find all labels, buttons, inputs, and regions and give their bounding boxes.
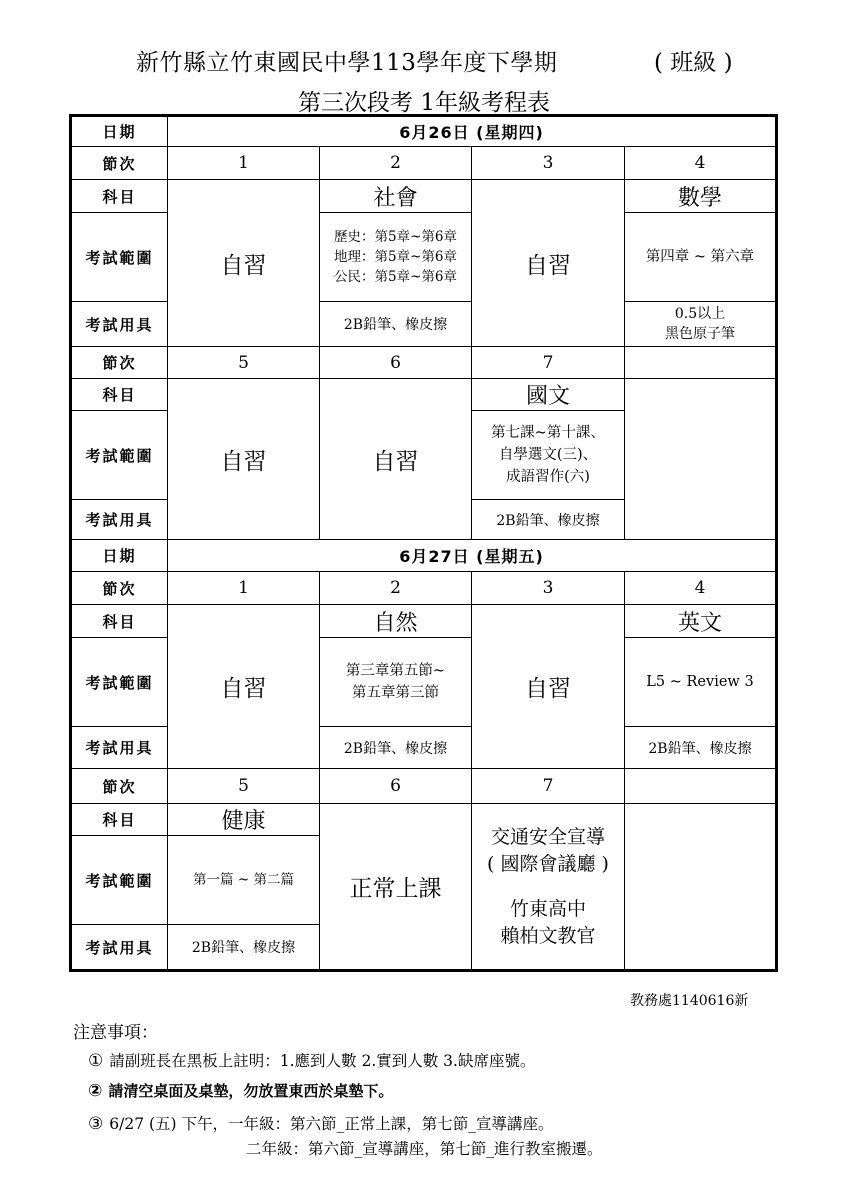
empty-cell [625,804,777,971]
tools-line: 黑色原子筆 [665,326,735,342]
range-cell: L5 ~ Review 3 [625,638,777,727]
table-row [71,180,777,213]
subject-label: 科目 [71,379,168,411]
period-number: 7 [472,769,625,804]
note-3 [88,1112,554,1134]
period-number: 1 [168,572,320,605]
empty-cell [625,769,777,804]
period-label: 節次 [71,347,168,379]
range-label: 考試範圍 [71,213,168,302]
table-row [71,769,777,804]
subject-cell: 社會 [320,180,472,213]
talk-line: 交通安全宣導 [490,825,605,848]
period-number: 6 [320,347,472,379]
table-row [71,804,777,836]
period-number: 5 [168,347,320,379]
period-number: 3 [472,147,625,180]
note-text: 6/27 (五) 下午，一年級：第六節_正常上課，第七節_宣導講座。 [109,1115,554,1133]
note-text: 請清空桌面及桌墊，勿放置東西於桌墊下。 [108,1082,394,1100]
note-2 [88,1080,393,1101]
period-number: 7 [472,347,625,379]
talk-spacer [472,878,624,896]
page-subtitle: 第三次段考 1年級考程表 [298,90,550,116]
period-label: 節次 [71,769,168,804]
range-line: 自學選文(三)、 [498,447,598,463]
range-cell [320,213,472,302]
note-1 [88,1049,535,1071]
note-marker: ① [88,1051,104,1071]
self-study-cell: 自習 [168,180,320,347]
range-cell: 第四章 ~ 第六章 [625,213,777,302]
tools-cell: 2B鉛筆、橡皮擦 [472,500,625,540]
period-number: 6 [320,769,472,804]
self-study-cell: 自習 [320,379,472,540]
period-number: 5 [168,769,320,804]
tools-cell: 2B鉛筆、橡皮擦 [168,925,320,971]
date-value: 6月27日 (星期五) [168,540,777,572]
talk-line: 賴柏文教官 [500,924,596,947]
notes-title: 注意事項： [73,1023,158,1043]
self-study-cell: 自習 [472,605,625,769]
subject-cell: 國文 [472,379,625,411]
regular-class-cell: 正常上課 [320,804,472,971]
table-row [71,116,777,147]
subject-cell: 健康 [168,804,320,836]
tools-cell: 2B鉛筆、橡皮擦 [320,302,472,347]
date-value: 6月26日 (星期四) [168,116,777,147]
period-label: 節次 [71,147,168,180]
tools-cell: 2B鉛筆、橡皮擦 [320,727,472,769]
range-line: 第七課~第十課、 [491,425,605,441]
tools-line: 0.5以上 [674,306,726,322]
empty-cell [625,347,777,379]
self-study-cell: 自習 [472,180,625,347]
range-line: 歷史：第5章~第6章 [334,229,457,245]
table-row [71,540,777,572]
note-marker: ③ [88,1114,104,1134]
date-label: 日期 [71,116,168,147]
table-row [71,147,777,180]
table-row [71,379,777,411]
range-label: 考試範圍 [71,411,168,500]
self-study-cell: 自習 [168,379,320,540]
tools-label: 考試用具 [71,727,168,769]
range-line: 第五章第三節 [352,685,439,701]
period-label: 節次 [71,572,168,605]
exam-schedule-table [69,114,778,972]
note-marker: ② [88,1081,103,1101]
period-number: 4 [625,572,777,605]
period-number: 1 [168,147,320,180]
empty-cell [625,379,777,540]
period-number: 2 [320,147,472,180]
note-3-continued: 二年級：第六節_宣導講座，第七節_進行教室搬遷。 [246,1140,603,1158]
period-number: 2 [320,572,472,605]
tools-label: 考試用具 [71,302,168,347]
class-label: ( 班級 ) [654,50,733,76]
table-row [71,605,777,638]
safety-talk-cell [472,804,625,971]
period-number: 3 [472,572,625,605]
subject-cell: 數學 [625,180,777,213]
range-cell [320,638,472,727]
self-study-cell: 自習 [168,605,320,769]
range-line: 地理：第5章~第6章 [334,249,457,265]
subject-label: 科目 [71,804,168,836]
range-cell: 第一篇 ~ 第二篇 [168,836,320,925]
talk-line: 竹東高中 [509,897,586,920]
tools-cell: 2B鉛筆、橡皮擦 [625,727,777,769]
subject-cell: 自然 [320,605,472,638]
range-label: 考試範圍 [71,836,168,925]
school-title: 新竹縣立竹東國民中學113學年度下學期 [136,50,558,76]
range-line: 公民：第5章~第6章 [334,269,457,285]
range-cell [472,411,625,500]
tools-cell [625,302,777,347]
note-text: 請副班長在黑板上註明：1.應到人數 2.實到人數 3.缺席座號。 [109,1052,536,1070]
tools-label: 考試用具 [71,925,168,971]
date-label: 日期 [71,540,168,572]
subject-label: 科目 [71,605,168,638]
range-line: 成語習作(六) [506,469,590,485]
subject-cell: 英文 [625,605,777,638]
period-number: 4 [625,147,777,180]
office-stamp: 教務處1140616新 [630,993,749,1009]
tools-label: 考試用具 [71,500,168,540]
table-row [71,572,777,605]
subject-label: 科目 [71,180,168,213]
talk-line: ( 國際會議廳 ) [487,852,609,875]
range-line: 第三章第五節~ [345,663,446,679]
range-label: 考試範圍 [71,638,168,727]
table-row [71,347,777,379]
